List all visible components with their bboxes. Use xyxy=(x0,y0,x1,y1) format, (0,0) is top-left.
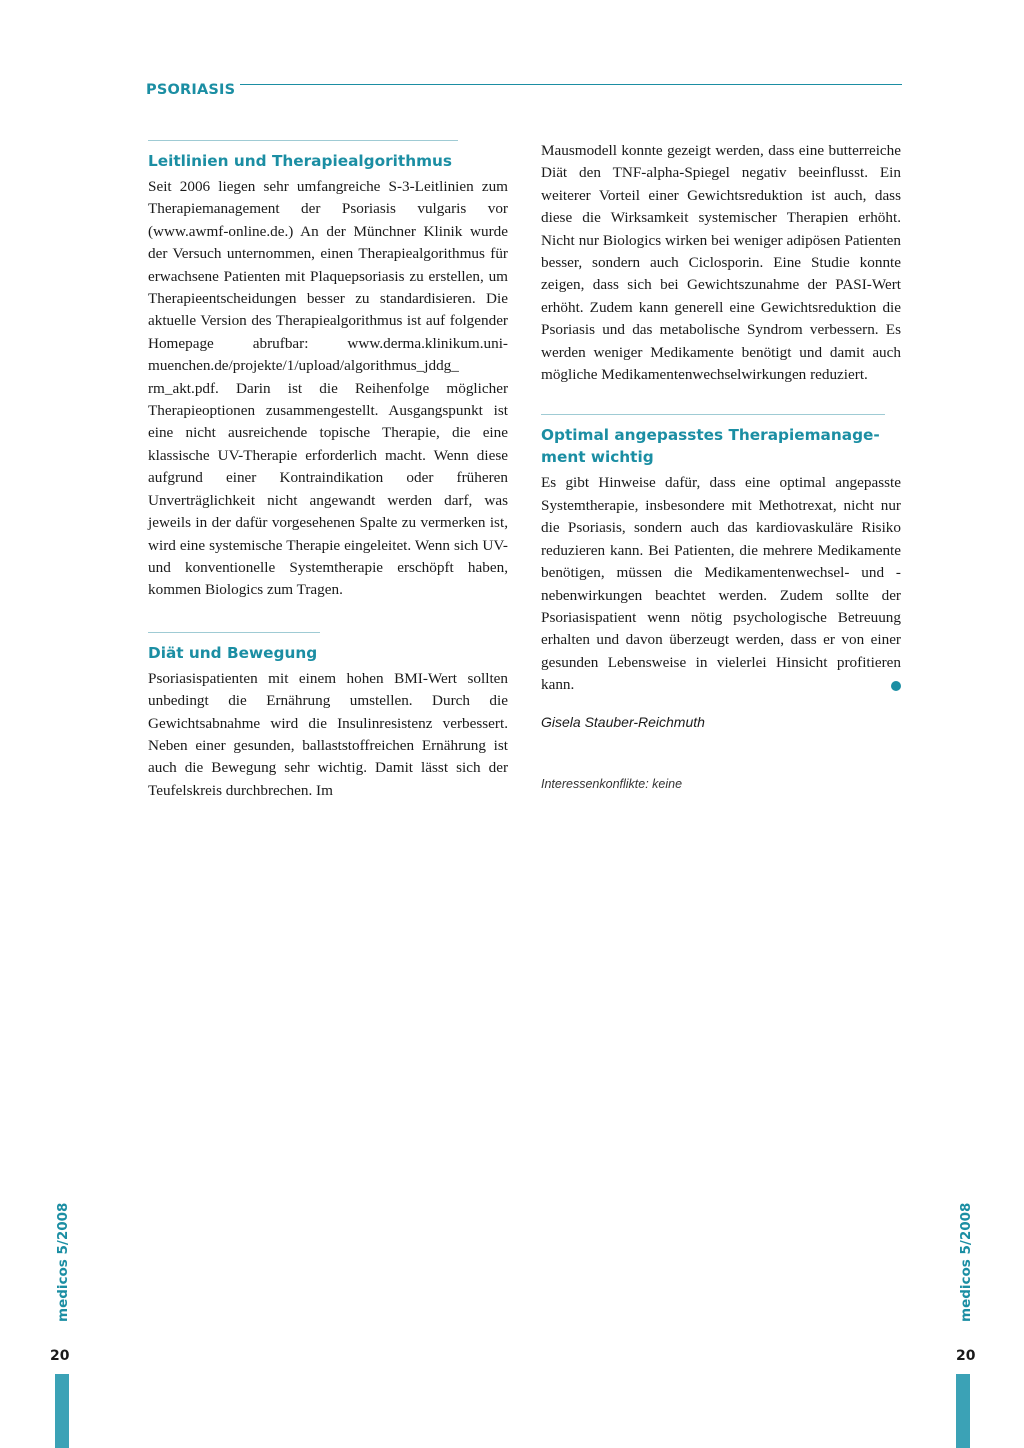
heading-therapiemanagement: Optimal angepasstes Therapiemanage- ment wichtig xyxy=(541,426,880,467)
side-accent-bar-left xyxy=(55,1374,69,1448)
right-column xyxy=(541,140,901,791)
heading-diaet: Diät und Bewegung xyxy=(148,643,318,662)
heading-rule xyxy=(148,140,458,141)
section-label: PSORIASIS xyxy=(146,82,236,98)
conflict-of-interest: Interessenkonflikte: keine xyxy=(541,776,683,791)
paragraph-leitlinien: Seit 2006 liegen sehr umfangreiche S-3-Leitlinien zum Therapiemanagement der Psoriasis vulgaris vor (www.awmf-online.de.) An der Münchner Klinik wurde der Versuch unternommen, einen Therapiealgorithmus für erwachsene Patienten mit Plaquepsoriasis zu erstellen, um Therapieentscheidungen besser zu standardisieren. Die aktuelle Version des Therapiealgorithmus ist auf folgender Homepage abrufbar: www.derma.klinikum.uni-muenchen.de/projekte/1/upload/algorithmus_jddg_ rm_akt.pdf. Darin ist die Reihenfolge möglicher Therapieoptionen zusammengestellt. Ausgangspunkt ist eine nicht ausreichende topische Therapie, die eine klassische UV-Therapie erforderlich macht. Wenn diese aufgrund einer Kontraindikation oder früheren Unverträglichkeit nicht angewandt werden darf, was jeweils in der dafür vorgesehenen Spalte zu vermerken ist, wird eine systemische Therapie eingeleitet. Wenn sich UV- und konventionelle Systemtherapie erschöpft haben, kommen Biologics zum Tragen. xyxy=(148,178,508,599)
paragraph-diaet: Psoriasispatienten mit einem hohen BMI-Wert sollten unbedingt die Ernährung umstellen. Durch die Gewichtsabnahme wird die Insulinresistenz verbessert. Neben einer gesunden, ballaststoffreichen Ernährung ist auch die Bewegung sehr wichtig. Damit lässt sich der Teufelskreis durchbrechen. Im xyxy=(148,669,508,799)
heading-rule xyxy=(541,414,885,415)
end-of-article-bullet-icon xyxy=(891,681,901,691)
journal-label-left: medicos 5/2008 xyxy=(55,1202,71,1322)
page-number-right: 20 xyxy=(956,1348,976,1364)
paragraph-continued: Mausmodell konnte gezeigt werden, dass eine butterreiche Diät den TNF-alpha-Spiegel negativ beeinflusst. Ein weiterer Vorteil einer Gewichtsreduktion ist auch, dass diese die Wirksamkeit systemischer Therapien erhöht. Nicht nur Biologics wirken bei weniger adipösen Patienten besser, sondern auch Ciclosporin. Eine Studie konnte zeigen, dass sich bei Gewichtszunahme der PASI-Wert erhöht. Zudem kann generell eine Gewichtsreduktion die Psoriasis und das metabolische Syndrom verbessern. Es werden weniger Medikamente benötigt und damit auch mögliche Medikamentenwechselwirkungen reduziert. xyxy=(541,142,901,384)
page-number-left: 20 xyxy=(50,1348,70,1364)
header-rule xyxy=(240,84,902,85)
side-accent-bar-right xyxy=(956,1374,970,1448)
author-name: Gisela Stauber-Reichmuth xyxy=(541,713,705,730)
journal-label-right: medicos 5/2008 xyxy=(958,1202,974,1322)
left-column xyxy=(148,140,508,802)
paragraph-therapiemanagement xyxy=(541,472,901,696)
heading-leitlinien: Leitlinien und Therapiealgorithmus xyxy=(148,152,453,170)
heading-rule xyxy=(148,632,320,633)
paragraph-text: Es gibt Hinweise dafür, dass eine optimal angepasste Systemtherapie, insbesondere mit Methotrexat, nicht nur die Psoriasis, sondern auch das kardiovaskuläre Risiko reduzieren kann. Bei Patienten, die mehrere Medikamente benötigen, müssen die Medikamentenwechsel- und -nebenwirkungen beachtet werden. Zudem sollte der Psoriasispatient wenn nötig psychologische Betreuung erhalten und davon überzeugt werden, dass er von einer gesunden Lebensweise in vielerlei Hinsicht profitieren kann. xyxy=(541,474,901,694)
